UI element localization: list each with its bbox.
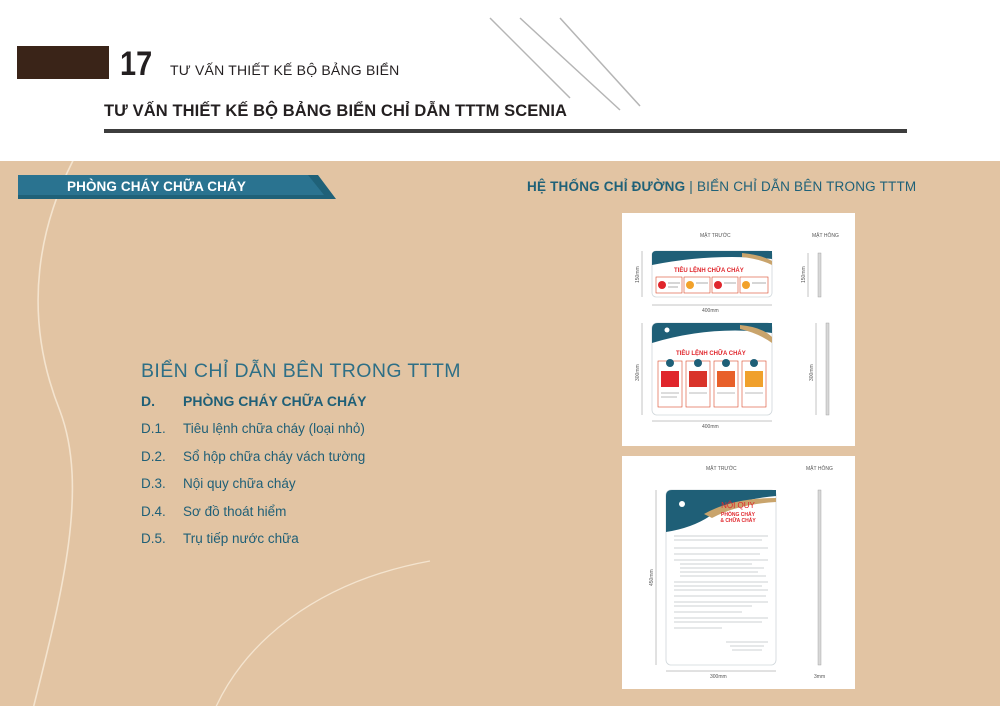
brand-block [17,46,109,79]
item-label: Sổ hộp chữa cháy vách tường [183,448,366,464]
regulation-title-1: NỘI QUY [721,501,755,510]
list-item [141,449,365,477]
item-label: Sơ đồ thoát hiểm [183,503,287,519]
category-heading [141,393,367,409]
list-item [141,504,365,532]
dim-side-large: 300mm [809,364,815,381]
dim-side-small: 150mm [801,266,807,283]
dim-large-height: 300mm [635,364,641,381]
regulation-board [666,490,776,665]
dim-height: 450mm [649,569,655,586]
sign-sheet-instructions-drawing [622,213,855,446]
item-label: Nội quy chữa cháy [183,476,296,492]
regulation-title-2: PHÒNG CHÁY [721,512,755,518]
sign-small-title: TIÊU LỆNH CHỮA CHÁY [674,268,744,274]
page-title: TƯ VẤN THIẾT KẾ BỘ BẢNG BIỂN CHỈ DẪN TTTM SCENIA [104,102,568,120]
item-code: D.3. [141,476,166,492]
item-label: Trụ tiếp nước chữa [183,531,299,547]
regulation-title-3: & CHỮA CHÁY [720,518,756,524]
item-list [141,421,365,559]
item-code: D.2. [141,448,166,464]
main-heading: BIỂN CHỈ DẪN BÊN TRONG TTTM [141,360,461,382]
system-heading-rest: BIỂN CHỈ DẪN BÊN TRONG TTTM [696,179,917,194]
section-title: TƯ VẤN THIẾT KẾ BỘ BẢNG BIỂN [170,62,400,78]
system-heading-separator: | [685,179,697,194]
item-code: D.4. [141,503,166,519]
item-code: D.5. [141,531,166,547]
side-label: MẶT HÔNG [806,466,833,472]
system-heading [527,179,916,194]
category-label: PHÒNG CHÁY CHỮA CHÁY [183,393,367,409]
dim-width: 300mm [710,674,727,680]
decorative-lines [480,10,680,120]
item-label: Tiêu lệnh chữa cháy (loại nhỏ) [183,421,365,436]
dim-side: 3mm [814,674,826,680]
sign-small [652,251,772,297]
sign-large-title: TIÊU LỆNH CHỮA CHÁY [676,351,746,357]
item-code: D.1. [141,421,166,436]
sign-sheet-regulations [622,456,855,689]
category-banner-label: PHÒNG CHÁY CHỮA CHÁY [67,179,246,194]
section-number: 17 [120,45,153,83]
dim-small-height: 150mm [635,266,641,283]
front-label: MẶT TRƯỚC [706,466,737,472]
list-item [141,531,365,559]
sign-sheet-instructions [622,213,855,446]
dim-small-width: 400mm [702,308,719,314]
side-label: MẶT HÔNG [812,233,839,239]
list-item [141,476,365,504]
sign-sheet-regulations-drawing [622,456,855,689]
title-rule [104,129,907,133]
system-heading-strong: HỆ THỐNG CHỈ ĐƯỜNG [527,179,686,194]
list-item [141,421,365,449]
category-code: D. [141,393,155,409]
front-label: MẶT TRƯỚC [700,233,731,239]
sign-large [652,323,772,415]
dim-large-width: 400mm [702,424,719,430]
